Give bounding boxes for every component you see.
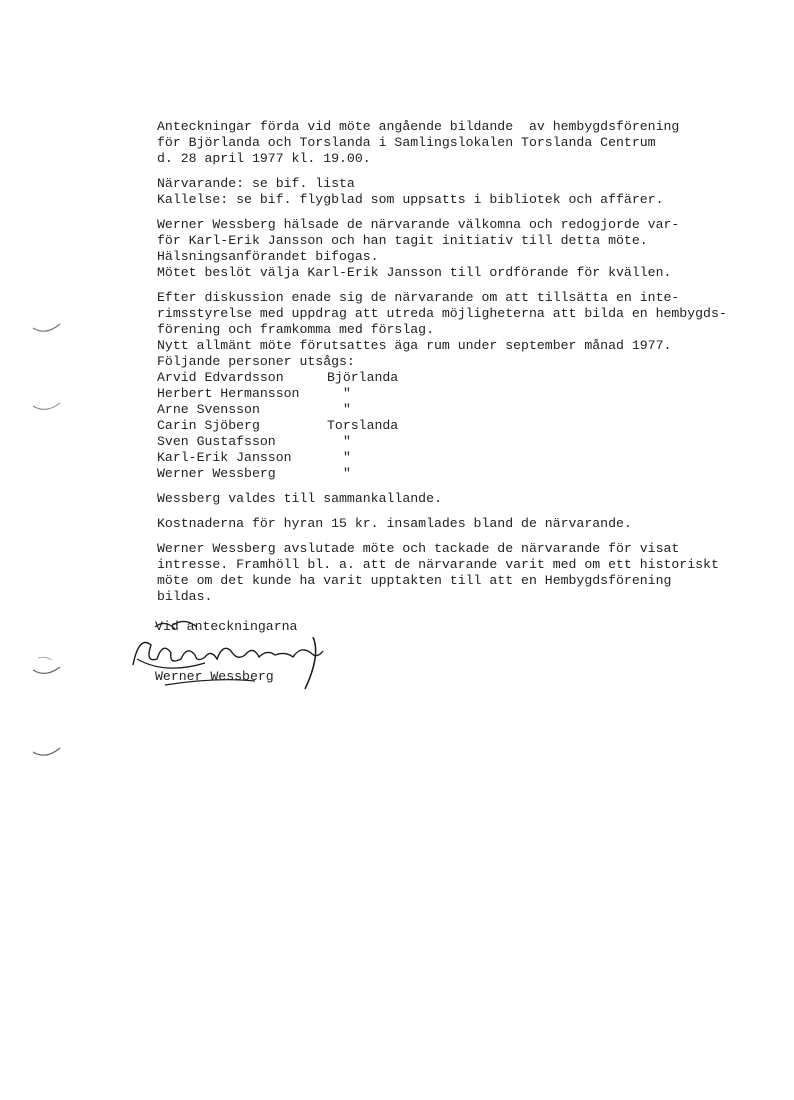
- person-row: [157, 402, 757, 418]
- costs-line: Kostnaderna för hyran 15 kr. insamlades bland de närvarande.: [157, 516, 632, 531]
- punch-hole-mark: [30, 318, 64, 334]
- heading-line: för Björlanda och Torslanda i Samlingslokalen Torslanda Centrum: [157, 135, 656, 150]
- person-place: Torslanda: [327, 418, 399, 433]
- closing-line: bildas.: [157, 589, 213, 604]
- discussion-line: rimsstyrelse med uppdrag att utreda möjligheterna att bilda en hembygds-: [157, 306, 727, 321]
- ditto-mark: ": [343, 402, 351, 417]
- heading-line: Anteckningar förda vid möte angående bildande av hembygdsförening: [157, 119, 680, 134]
- discussion-line: Nytt allmänt möte förutsattes äga rum under september månad 1977.: [157, 338, 672, 353]
- person-row: [157, 370, 757, 386]
- person-name: Werner Wessberg: [157, 466, 276, 481]
- person-name: Sven Gustafsson: [157, 434, 276, 449]
- punch-hole-mark: [30, 398, 64, 414]
- welcome-line: Werner Wessberg hälsade de närvarande välkomna och redogjorde var-: [157, 217, 680, 232]
- punch-hole-mark: [30, 744, 64, 762]
- signature-block: [125, 615, 345, 695]
- person-name: Karl-Erik Jansson: [157, 450, 292, 465]
- document-body: [157, 119, 757, 605]
- signature-name: Werner Wessberg: [155, 669, 274, 684]
- convener-line: Wessberg valdes till sammankallande.: [157, 491, 442, 506]
- signature-caption: Vid anteckningarna: [155, 619, 298, 634]
- discussion-line: Efter diskussion enade sig de närvarande om att tillsätta en inte-: [157, 290, 680, 305]
- closing-line: intresse. Framhöll bl. a. att de närvarande varit med om ett historiskt: [157, 557, 719, 572]
- person-name: Carin Sjöberg: [157, 418, 260, 433]
- person-row: [157, 386, 757, 402]
- discussion-block: [157, 290, 757, 370]
- person-row: [157, 418, 757, 434]
- attendance-line: Kallelse: se bif. flygblad som uppsatts i bibliotek och affärer.: [157, 192, 664, 207]
- heading-block: [157, 119, 757, 167]
- ditto-mark: ": [343, 386, 351, 401]
- person-place: Björlanda: [327, 370, 399, 385]
- discussion-line: Följande personer utsågs:: [157, 354, 355, 369]
- discussion-line: förening och framkomma med förslag.: [157, 322, 434, 337]
- closing-line: Werner Wessberg avslutade möte och tackade de närvarande för visat: [157, 541, 680, 556]
- ditto-mark: ": [343, 466, 351, 481]
- closing-line: möte om det kunde ha varit upptakten till att en Hembygdsförening: [157, 573, 672, 588]
- welcome-block: [157, 217, 757, 281]
- ditto-mark: ": [343, 434, 351, 449]
- person-name: Herbert Hermansson: [157, 386, 300, 401]
- person-row: [157, 450, 757, 466]
- ditto-mark: ": [343, 450, 351, 465]
- attendance-line: Närvarande: se bif. lista: [157, 176, 355, 191]
- attendance-block: [157, 176, 757, 208]
- persons-list: [157, 370, 757, 482]
- welcome-line: för Karl-Erik Jansson och han tagit initiativ till detta möte.: [157, 233, 648, 248]
- person-row: [157, 466, 757, 482]
- heading-line: d. 28 april 1977 kl. 19.00.: [157, 151, 371, 166]
- person-name: Arne Svensson: [157, 402, 260, 417]
- welcome-line: Hälsningsanförandet bifogas.: [157, 249, 379, 264]
- closing-block: [157, 541, 757, 605]
- punch-hole-mark: [30, 652, 64, 682]
- welcome-line: Mötet beslöt välja Karl-Erik Jansson till ordförande för kvällen.: [157, 265, 672, 280]
- person-row: [157, 434, 757, 450]
- person-name: Arvid Edvardsson: [157, 370, 284, 385]
